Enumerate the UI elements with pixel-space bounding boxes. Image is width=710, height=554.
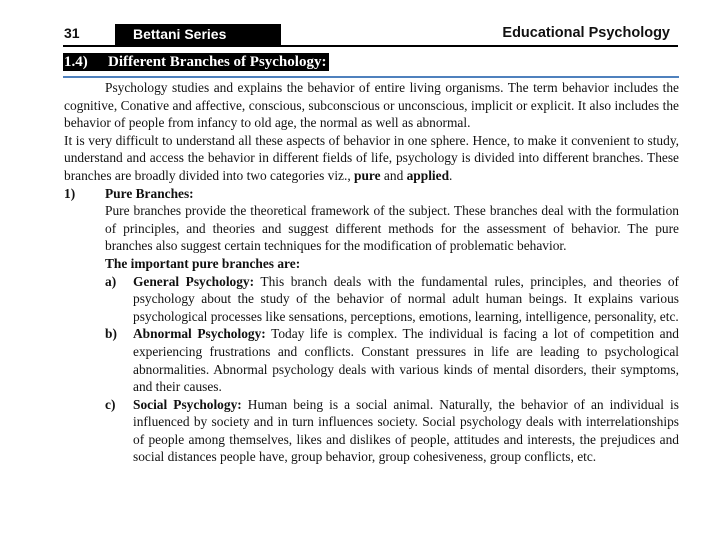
list-item-text: Today life is complex. The individual is facing a lot of competition and experiencing frustrations and conflicts. Constant pressures in life are leading to psychological abnormalities. Abnormal psychology deals with various kinds of mental disorders, their symptoms, and their causes. <box>133 326 679 395</box>
intro-paragraph: Psychology studies and explains the behavior of entire living organisms. The term behavior includes the cognitive, Conative and affective, conscious, subconscious or unconscious, implicit or explicit. It also includes the behavior of people from infancy to old age, the normal as well as abnormal. <box>64 80 679 131</box>
item-number: 1) <box>64 185 76 201</box>
pure-branches-section <box>64 185 679 467</box>
section-divider <box>63 76 679 78</box>
list-item-title: Social Psychology: <box>133 396 242 412</box>
list-item-text: This branch deals with the fundamental rules, principles, and theories of psychology about the study of the behavior of normal adult human beings. It explains various psychological processes like sensations, perceptions, emotions, learning, intelligence, personality, etc. <box>133 273 679 324</box>
list-item <box>105 396 679 466</box>
pure-term: pure <box>354 167 381 183</box>
section-number: 1.4) <box>64 54 88 70</box>
subject-title: Educational Psychology <box>502 25 670 41</box>
pure-branches-description: Pure branches provide the theoretical framework of the subject. These branches deal with the formulation of principles, and theories and suggest different methods for the assessment of behavior. The pure branches also suggest certain techniques for the modification of problematic behavior. <box>105 203 679 254</box>
list-item-title: Abnormal Psychology: <box>133 326 266 342</box>
list-item <box>105 325 679 395</box>
section-title <box>63 53 329 71</box>
list-item-title: General Psychology: <box>133 273 255 289</box>
list-item-label: b) <box>105 326 117 342</box>
categories-paragraph: It is very difficult to understand all these aspects of behavior in one sphere. Hence, to make it convenient to study, understand and access the behavior in different fields of life, psychology is divided into different branches. These branches are broadly divided into two categories viz., pure and applied. <box>64 132 679 183</box>
document-body <box>64 79 679 466</box>
list-item-text: Human being is a social animal. Naturally, the behavior of an individual is influenced by society and in turn influences society. Social psychology deals with interrelationships of people among themselves, likes and dislikes of people, attitudes and interests, the prejudices and social distances people have, group behavior, group cohesiveness, group conflicts, etc. <box>133 396 679 465</box>
applied-term: applied <box>406 167 450 183</box>
list-item-label: c) <box>105 396 116 412</box>
pure-branches-heading: Pure Branches: <box>105 185 194 201</box>
page-number: 31 <box>64 25 80 41</box>
list-heading: The important pure branches are: <box>105 255 301 271</box>
list-item <box>105 273 679 326</box>
list-item-label: a) <box>105 273 117 289</box>
page-header <box>63 24 678 47</box>
series-label: Bettani Series <box>115 24 281 45</box>
section-title-text: Different Branches of Psychology: <box>108 54 327 70</box>
